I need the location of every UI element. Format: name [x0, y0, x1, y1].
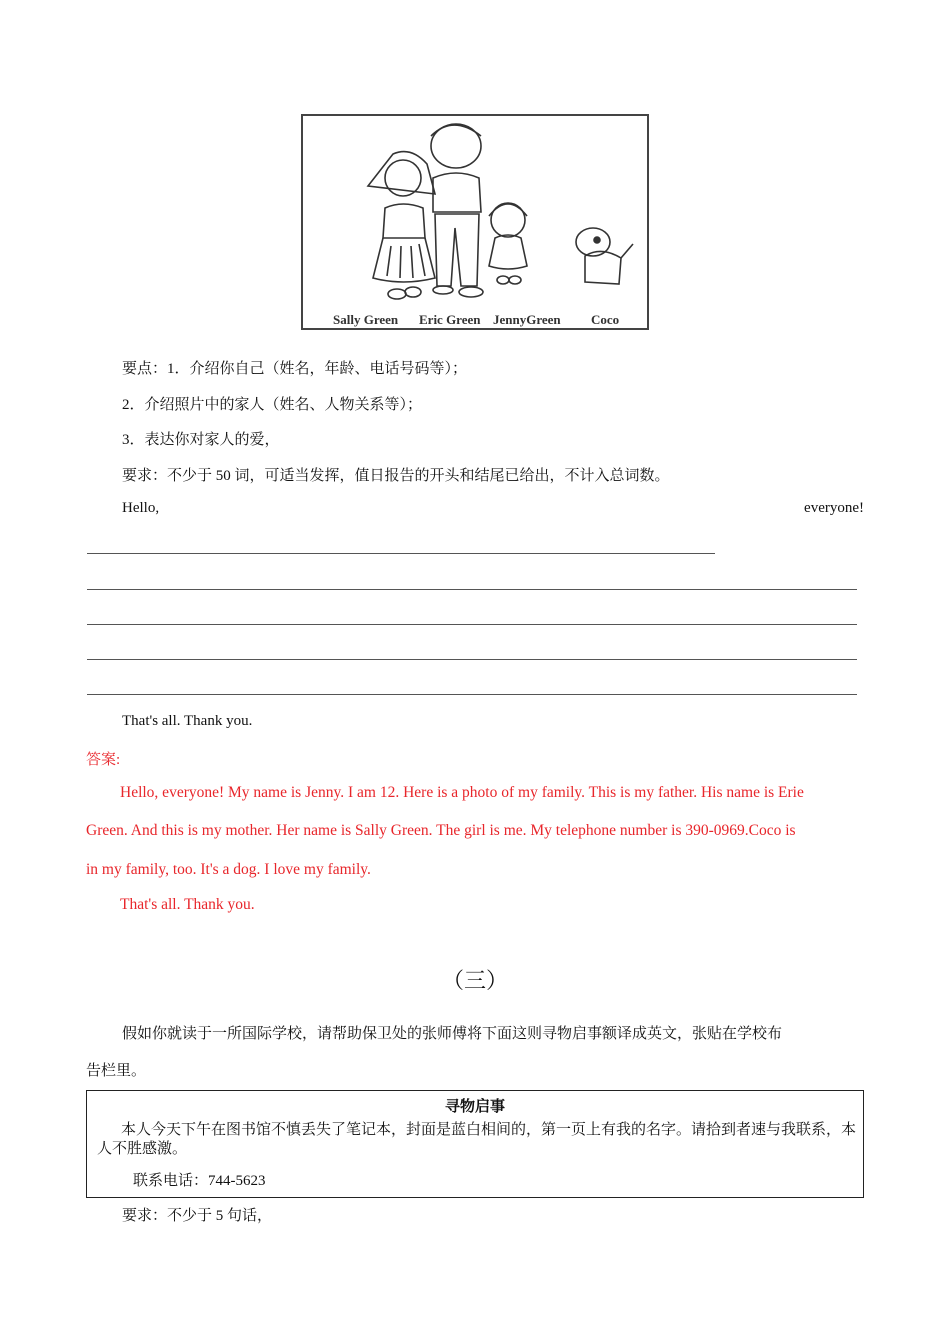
answer-line-1: Hello, everyone! My name is Jenny. I am 12. Here is a photo of my family. This is my father. His name is Erie	[120, 784, 804, 801]
section-intro-line-2: 告栏里。	[86, 1063, 147, 1079]
answer-line-3: in my family, too. It's a dog. I love my family.	[86, 861, 371, 878]
section-heading: （三）	[441, 969, 508, 994]
answer-blank-line-5[interactable]	[87, 694, 857, 695]
greeting-hello: Hello,	[122, 500, 160, 516]
notice-title: 寻物启事	[444, 1097, 505, 1115]
caption-sally: Sally Green	[333, 312, 399, 327]
caption-coco: Coco	[591, 312, 620, 327]
answer-blank-line-2[interactable]	[87, 589, 857, 590]
answer-blank-line-3[interactable]	[87, 624, 857, 625]
answer-line-2: Green. And this is my mother. Her name is Sally Green. The girl is me. My telephone number is 390-0969.Coco is	[86, 822, 796, 839]
caption-eric: Eric Green	[419, 312, 481, 327]
answer-closing: That's all. Thank you.	[120, 896, 255, 913]
closing-text: That's all. Thank you.	[122, 713, 253, 729]
family-photo-illustration	[301, 114, 649, 330]
section-intro-line-1: 假如你就读于一所国际学校，请帮助保卫处的张师傅将下面这则寻物启事额译成英文，张贴在学校布	[122, 1026, 783, 1042]
lost-notice-box	[86, 1090, 864, 1198]
answer-label: 答案:	[86, 752, 121, 768]
caption-jenny: JennyGreen	[493, 312, 561, 327]
notice-body: 本人今天下午在图书馆不慎丢失了笔记本，封面是蓝白相间的，第一页上有我的名字。请拾到者速与我联系，本人不胜感激。	[97, 1122, 857, 1157]
greeting-everyone: everyone!	[804, 500, 864, 516]
task-point-3: 3．表达你对家人的爱，	[122, 432, 280, 448]
answer-blank-line-1[interactable]	[87, 553, 715, 554]
section-requirement: 要求：不少于 5 句话，	[122, 1208, 273, 1224]
task-requirement: 要求：不少于 50 词，可适当发挥，值日报告的开头和结尾已给出，不计入总词数。	[122, 468, 670, 484]
task-point-2: 2．介绍照片中的家人（姓名、人物关系等）；	[122, 397, 423, 413]
answer-blank-line-4[interactable]	[87, 659, 857, 660]
notice-phone: 联系电话：744-5623	[133, 1173, 266, 1189]
task-point-1: 要点：1．介绍你自己（姓名，年龄、电话号码等）；	[122, 361, 468, 377]
family-drawing-icon	[303, 116, 647, 328]
